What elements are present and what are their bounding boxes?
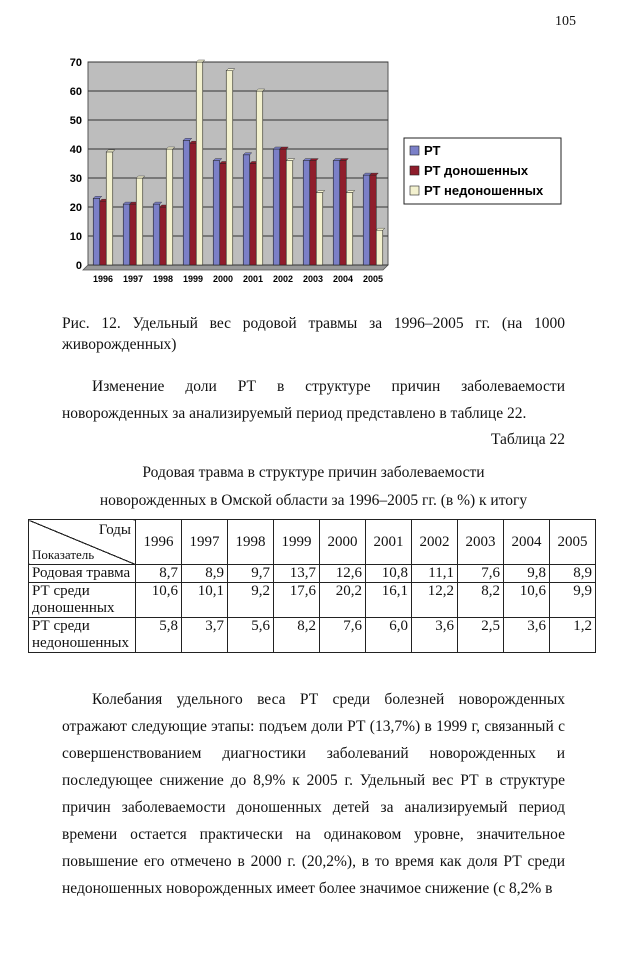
bar bbox=[160, 207, 167, 265]
legend-swatch bbox=[410, 186, 419, 195]
year-header: 2004 bbox=[504, 520, 550, 565]
x-tick-label: 2001 bbox=[242, 274, 264, 284]
table-title-line-2: новорожденных в Омской области за 1996–2005 гг. (в %) к итогу bbox=[99, 492, 528, 509]
figure-caption: Рис. 12. Удельный вес родовой травмы за 1996–2005 гг. (на 1000 живорожденных) bbox=[62, 315, 565, 353]
bar bbox=[213, 161, 220, 265]
x-tick-label: 2002 bbox=[272, 274, 294, 284]
table-cell: 9,2 bbox=[228, 583, 274, 618]
bar bbox=[220, 164, 227, 266]
table-cell: 10,8 bbox=[366, 565, 412, 583]
bar bbox=[153, 204, 160, 265]
table-cell: 9,9 bbox=[550, 583, 596, 618]
paragraph-analysis: Колебания удельного веса РТ среди болезней новорожденных отражают следующие этапы: подъем доли РТ (13,7%) в 1999 г, связанный с совершенствованием диагностики заболеваний новорожденных и последующее снижение до 8,9% к 2005 г. Удельный вес РТ в структуре причин заболеваемости доношенных детей за анализируемый период времени остается практически на одинаковом уровне, значительное повышение его отмечено в 2000 г. (20,2%), в то время как доля РТ среди недоношенных новорожденных имеет более значимое снижение (с 8,2% в bbox=[62, 691, 565, 897]
y-tick-label: 30 bbox=[69, 173, 82, 185]
y-tick-label: 40 bbox=[69, 144, 82, 156]
corner-years-label: Годы bbox=[98, 522, 131, 538]
y-tick-label: 20 bbox=[69, 202, 82, 214]
bar bbox=[340, 161, 347, 265]
bar bbox=[316, 193, 323, 266]
year-header: 2001 bbox=[366, 520, 412, 565]
table-cell: 11,1 bbox=[412, 565, 458, 583]
table-cell: 16,1 bbox=[366, 583, 412, 618]
bar bbox=[346, 193, 353, 266]
x-tick-label: 2000 bbox=[212, 274, 234, 284]
row-label: РТ среди недоношенных bbox=[29, 618, 136, 653]
year-header: 1998 bbox=[228, 520, 274, 565]
table-cell: 2,5 bbox=[458, 618, 504, 653]
bar bbox=[280, 149, 287, 265]
y-tick-label: 0 bbox=[75, 260, 82, 272]
year-header: 1996 bbox=[136, 520, 182, 565]
table-cell: 8,7 bbox=[136, 565, 182, 583]
year-header: 2000 bbox=[320, 520, 366, 565]
table-title bbox=[62, 459, 565, 515]
x-tick-label: 1998 bbox=[152, 274, 174, 284]
bar bbox=[370, 175, 377, 265]
bar bbox=[136, 178, 143, 265]
table-cell: 20,2 bbox=[320, 583, 366, 618]
data-table bbox=[28, 519, 596, 653]
year-header: 2005 bbox=[550, 520, 596, 565]
year-header: 2003 bbox=[458, 520, 504, 565]
bar bbox=[243, 155, 250, 265]
bar bbox=[130, 204, 137, 265]
y-tick-label: 10 bbox=[69, 231, 82, 243]
page-number: 105 bbox=[555, 14, 576, 29]
table-cell: 12,6 bbox=[320, 565, 366, 583]
row-label: РТ среди доношенных bbox=[29, 583, 136, 618]
table-cell: 8,9 bbox=[550, 565, 596, 583]
table-row bbox=[29, 618, 596, 653]
bar bbox=[196, 62, 203, 265]
table-cell: 10,6 bbox=[504, 583, 550, 618]
table-cell: 3,6 bbox=[412, 618, 458, 653]
bar-chart bbox=[52, 52, 572, 290]
x-tick-label: 2004 bbox=[332, 274, 354, 284]
plot-floor bbox=[83, 265, 388, 270]
x-tick-label: 1999 bbox=[182, 274, 204, 284]
bar bbox=[166, 149, 173, 265]
table-cell: 8,9 bbox=[182, 565, 228, 583]
table-cell: 7,6 bbox=[320, 618, 366, 653]
year-header: 1997 bbox=[182, 520, 228, 565]
bar bbox=[93, 198, 100, 265]
y-tick-label: 70 bbox=[69, 57, 82, 69]
bar bbox=[123, 204, 130, 265]
table-row bbox=[29, 583, 596, 618]
legend-swatch bbox=[410, 146, 419, 155]
table-cell: 6,0 bbox=[366, 618, 412, 653]
year-header: 2002 bbox=[412, 520, 458, 565]
table-label: Таблица 22 bbox=[490, 431, 565, 448]
y-tick-label: 50 bbox=[69, 115, 82, 127]
table-cell: 3,7 bbox=[182, 618, 228, 653]
bar bbox=[226, 71, 233, 265]
legend-swatch bbox=[410, 166, 419, 175]
row-label: Родовая травма bbox=[29, 565, 136, 583]
legend-label: РТ недоношенных bbox=[424, 183, 544, 198]
table-cell: 10,6 bbox=[136, 583, 182, 618]
table-cell: 9,8 bbox=[504, 565, 550, 583]
table-cell: 5,8 bbox=[136, 618, 182, 653]
corner-indicator-label: Показатель bbox=[32, 547, 95, 562]
table-cell: 3,6 bbox=[504, 618, 550, 653]
table-cell: 13,7 bbox=[274, 565, 320, 583]
bar bbox=[273, 149, 280, 265]
table-cell: 8,2 bbox=[458, 583, 504, 618]
bar bbox=[183, 140, 190, 265]
year-header: 1999 bbox=[274, 520, 320, 565]
x-tick-label: 1996 bbox=[92, 274, 114, 284]
bar bbox=[303, 161, 310, 265]
table-cell: 7,6 bbox=[458, 565, 504, 583]
bar bbox=[376, 230, 383, 265]
table-cell: 17,6 bbox=[274, 583, 320, 618]
bar bbox=[333, 161, 340, 265]
bar bbox=[190, 143, 197, 265]
bar bbox=[250, 164, 257, 266]
table-cell: 9,7 bbox=[228, 565, 274, 583]
table-cell: 5,6 bbox=[228, 618, 274, 653]
legend-label: РТ bbox=[424, 143, 441, 158]
bar bbox=[106, 152, 113, 265]
x-tick-label: 1997 bbox=[122, 274, 144, 284]
bar bbox=[363, 175, 370, 265]
x-tick-label: 2003 bbox=[302, 274, 324, 284]
x-tick-label: 2005 bbox=[362, 274, 384, 284]
y-tick-label: 60 bbox=[69, 86, 82, 98]
table-header-row bbox=[29, 520, 596, 565]
bar bbox=[310, 161, 317, 265]
bar bbox=[286, 161, 293, 265]
table-title-line-1: Родовая травма в структуре причин заболеваемости bbox=[142, 464, 485, 481]
table-cell: 12,2 bbox=[412, 583, 458, 618]
table-corner-cell bbox=[29, 520, 136, 565]
table-row bbox=[29, 565, 596, 583]
table-cell: 10,1 bbox=[182, 583, 228, 618]
legend-label: РТ доношенных bbox=[424, 163, 529, 178]
table-cell: 8,2 bbox=[274, 618, 320, 653]
paragraph-intro: Изменение доли РТ в структуре причин заболеваемости новорожденных за анализируемый период представлено в таблице 22. bbox=[62, 378, 565, 422]
bar bbox=[256, 91, 263, 265]
bar bbox=[100, 201, 107, 265]
table-cell: 1,2 bbox=[550, 618, 596, 653]
